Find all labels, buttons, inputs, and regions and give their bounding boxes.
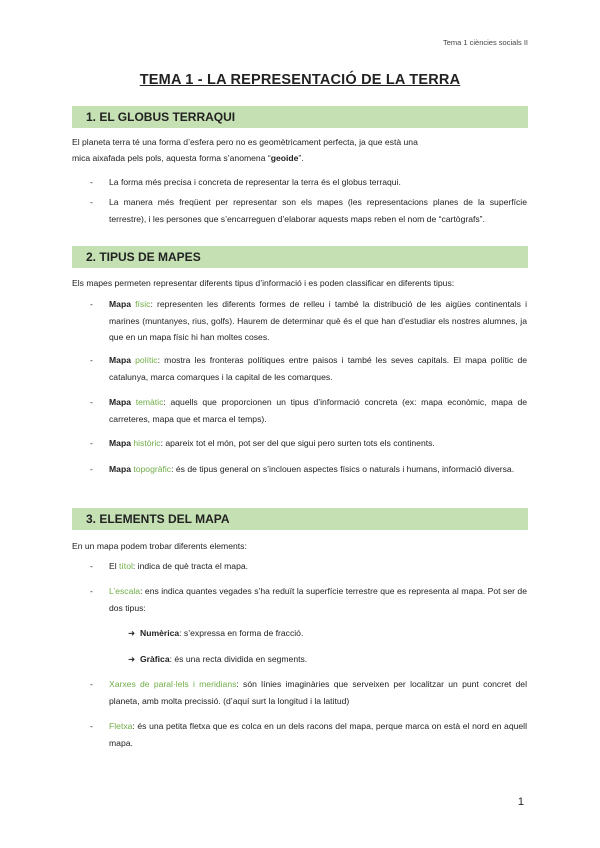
bullet-dash: - xyxy=(90,561,93,571)
s1-intro-text: mica aixafada pels pols, aquesta forma s’anomena “ xyxy=(72,153,271,163)
map-type: polític xyxy=(135,355,158,365)
map-desc: : representen les diferents formes de relleu i també la distribució de les aigües continentals i marines (muntanyes, rius, golfs). Haurem de determinar què és el que han d’estudiar els nostres alumnes, ja que en un mapa físic hi han moltes coses. xyxy=(109,299,527,342)
page-number: 1 xyxy=(517,796,524,808)
bullet-dash: - xyxy=(90,464,93,474)
page-title: TEMA 1 - LA REPRESENTACIÓ DE LA TERRA xyxy=(139,72,461,88)
element-desc: : són línies imaginàries que serveixen per localitzar un punt concret del planeta, amb molta precissió. (d’aquí surt la longitud i la latitud) xyxy=(109,679,527,706)
s1-geoide: geoide xyxy=(270,153,299,163)
element-name: Fletxa xyxy=(109,721,133,731)
running-header: Tema 1 ciències socials II xyxy=(442,38,528,47)
s3-intro: En un mapa podem trobar diferents elements: xyxy=(72,541,247,551)
s1-intro-end: ”. xyxy=(298,153,304,163)
s3-sub-grafica xyxy=(128,651,528,667)
map-desc: : apareix tot el món, pot ser del que sigui pero surten tots els continents. xyxy=(160,438,435,448)
sub-name: Numèrica xyxy=(139,628,180,638)
s2-intro: Els mapes permeten representar diferents tipus d’informació i es poden classificar en diferents tipus: xyxy=(72,278,455,288)
sub-desc: : s’expressa en forma de fracció. xyxy=(179,628,304,638)
map-word: Mapa xyxy=(109,355,131,365)
section-heading-1-text: 1. EL GLOBUS TERRAQUI xyxy=(86,110,236,124)
bullet-dash: - xyxy=(90,177,93,187)
bullet-dash: - xyxy=(90,197,93,207)
element-desc: : ens indica quantes vegades s’ha reduït la superfície terrestre que es representa al mapa. Pot ser de dos tipus: xyxy=(109,586,527,613)
map-word: Mapa xyxy=(109,299,131,309)
bullet-dash: - xyxy=(90,438,93,448)
section-heading-1 xyxy=(72,106,528,128)
map-type: físic xyxy=(135,299,151,309)
element-name: títol xyxy=(119,561,133,571)
arrow-icon: ➜ xyxy=(128,654,136,664)
s1-intro-line-1: El planeta terra té una forma d’esfera pero no es geomètricament perfecta, ja que està una xyxy=(72,137,418,147)
map-type: històric xyxy=(133,438,161,448)
sub-desc: : és una recta dividida en segments. xyxy=(169,654,308,664)
section-heading-3-text: 3. ELEMENTS DEL MAPA xyxy=(86,512,230,526)
section-heading-3 xyxy=(72,508,528,530)
map-desc: : mostra les fronteras polítiques entre paisos i també les seves capitals. El mapa polític de catalunya, marca comarques i la capital de les comarques. xyxy=(109,355,528,382)
arrow-icon: ➜ xyxy=(128,628,136,638)
bullet-dash: - xyxy=(90,299,93,309)
section-heading-2 xyxy=(72,246,528,268)
map-type: topogràfic xyxy=(133,464,172,474)
map-word: Mapa xyxy=(109,464,131,474)
s3-sub-numerica xyxy=(128,625,528,641)
map-word: Mapa xyxy=(109,397,131,407)
map-type: temàtic xyxy=(135,397,164,407)
element-pre: El xyxy=(109,561,120,571)
element-name: Xarxes de paral·lels i meridians xyxy=(109,679,237,689)
sub-name: Gràfica xyxy=(139,654,170,664)
bullet-dash: - xyxy=(90,679,93,689)
element-desc: : és una petita fletxa que es colca en un dels racons del mapa, perque marca on està el nord en aquell mapa. xyxy=(109,721,527,748)
bullet-dash: - xyxy=(90,721,93,731)
s1-bullet-1-text: La forma més precisa i concreta de representar la terra és el globus terraqui. xyxy=(109,177,401,187)
bullet-dash: - xyxy=(90,355,93,365)
s1-bullet-2-text: La manera més freqüent per representar son els mapes (les representacions planes de la superfície terrestre), i les persones que s’encarreguen d’elaborar aquests maps reben el nom de “cartògrafs”. xyxy=(109,197,527,224)
section-heading-2-text: 2. TIPUS DE MAPES xyxy=(86,250,201,264)
element-name: L’escala xyxy=(109,586,141,596)
s1-intro-line-2 xyxy=(72,150,528,166)
map-word: Mapa xyxy=(109,438,131,448)
map-desc: : aquells que proporcionen un tipus d’informació concreta (ex: mapa econòmic, mapa de carreteres, mapa que et marca el temps). xyxy=(109,397,528,424)
bullet-dash: - xyxy=(90,586,93,596)
element-desc: : indica de què tracta el mapa. xyxy=(132,561,249,571)
bullet-dash: - xyxy=(90,397,93,407)
map-desc: : és de tipus general on s’inclouen aspectes físics o naturals i humans, informació diversa. xyxy=(171,464,515,474)
